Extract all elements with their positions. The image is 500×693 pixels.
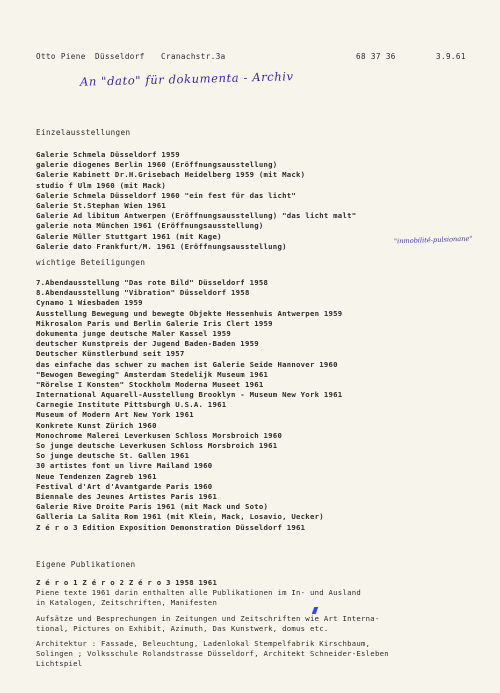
phone-number: 68 37 36 bbox=[356, 52, 396, 61]
list-item: dokumenta junge deutsche Maler Kassel 1959 bbox=[36, 328, 232, 338]
list-item: Deutscher Künstlerbund seit 1957 bbox=[36, 349, 185, 359]
list-item: Carnegie Institute Pittsburgh U.S.A. 1961 bbox=[36, 400, 227, 410]
list-item: das einfache das schwer zu machen ist Galerie Seide Hannover 1960 bbox=[36, 359, 338, 369]
list-item: 7.Abendausstellung "Das rote Bild" Düsseldorf 1958 bbox=[36, 278, 269, 287]
list-item: Z é r o 3 Edition Exposition Demonstration Düsseldorf 1961 bbox=[36, 522, 306, 532]
list-item: deutscher Kunstpreis der Jugend Baden-Baden 1959 bbox=[36, 339, 259, 349]
section-title-einzelausstellungen: Einzelausstellungen bbox=[36, 128, 131, 137]
list-item: "Bewogen Beweging" Amsterdam Stedelijk Museum 1961 bbox=[36, 369, 269, 379]
list-item: Galerie St.Stephan Wien 1961 bbox=[36, 200, 167, 210]
list-item: Solingen ; Volksschule Rolandstrasse Düsseldorf, Architekt Schneider-Esleben bbox=[36, 649, 389, 659]
list-item: International Aquarell-Ausstellung Brooklyn - Museum New York 1961 bbox=[36, 390, 343, 400]
list-item: 30 artistes font un livre Mailand 1960 bbox=[36, 461, 213, 471]
publikationen-list bbox=[36, 578, 496, 670]
list-item: galerie nota München 1961 (Eröffnungsausstellung) bbox=[36, 221, 264, 231]
list-item: Galerie Ad libitum Antwerpen (Eröffnungsausstellung) "das licht malt" bbox=[36, 211, 357, 221]
list-item: Museum of Modern Art New York 1961 bbox=[36, 410, 194, 420]
date: 3.9.61 bbox=[436, 52, 466, 61]
list-item: Lichtspiel bbox=[36, 659, 83, 669]
street-address: Cranachstr.3a bbox=[161, 52, 226, 61]
beteiligungen-list bbox=[36, 278, 496, 533]
author-name: Otto Piene bbox=[36, 52, 86, 61]
section-title-publikationen: Eigene Publikationen bbox=[36, 560, 136, 569]
list-item: Festival d'Art d'Avantgarde Paris 1960 bbox=[36, 481, 213, 491]
list-item: Monochrome Malerei Leverkusen Schloss Morsbroich 1960 bbox=[36, 430, 283, 440]
list-item: Galerie dato Frankfurt/M. 1961 (Eröffnungsausstellung) bbox=[36, 241, 287, 251]
list-item: studio f Ulm 1960 (mit Mack) bbox=[36, 180, 167, 190]
list-item: Mikrosalon Paris und Berlin Galerie Iris Clert 1959 bbox=[36, 318, 273, 328]
list-item: Ausstellung Bewegung und bewegte Objekte Hessenhuis Antwerpen 1959 bbox=[36, 308, 343, 318]
list-item: 8.Abendausstellung "Vibration" Düsseldorf 1958 bbox=[36, 288, 250, 298]
list-item: Galerie Rive Droite Paris 1961 (mit Mack und Soto) bbox=[36, 502, 269, 512]
list-item: Galerie Schmela Düsseldorf 1959 bbox=[36, 150, 180, 159]
city: Düsseldorf bbox=[95, 52, 145, 61]
list-item: galerie diogenes Berlin 1960 (Eröffnungsausstellung) bbox=[36, 160, 278, 170]
list-item: Konkrete Kunst Zürich 1960 bbox=[36, 420, 157, 430]
list-item: Galerie Kabinett Dr.H.Grisebach Heidelberg 1959 (mit Mack) bbox=[36, 170, 306, 180]
list-item: tional, Pictures on Exhibit, Azimuth, Das Kunstwerk, domus etc. bbox=[36, 623, 329, 633]
list-item: Galerie Müller Stuttgart 1961 (mit Kage) bbox=[36, 231, 222, 241]
list-item: Architektur : Fassade, Beleuchtung, Ladenlokal Stempelfabrik Kirschbaum, bbox=[36, 638, 371, 648]
handwritten-annotation: "inmobilité-pulsionane" bbox=[393, 234, 473, 246]
list-item: Cynamo 1 Wiesbaden 1959 bbox=[36, 298, 143, 308]
list-item: So junge deutsche Leverkusen Schloss Morsbroich 1961 bbox=[36, 441, 278, 450]
list-item: Piene texte 1961 darin enthalten alle Publikationen im In- und Ausland bbox=[36, 588, 362, 598]
list-item: "Rörelse I Konsten" Stockholm Moderna Museet 1961 bbox=[36, 379, 264, 389]
list-item: Biennale des Jeunes Artistes Paris 1961 bbox=[36, 491, 218, 501]
list-item: Galerie Schmela Düsseldorf 1960 "ein fest für das licht" bbox=[36, 190, 297, 200]
list-item: So junge deutsche St. Gallen 1961 bbox=[36, 451, 190, 461]
list-item: Neue Tendenzen Zagreb 1961 bbox=[36, 471, 157, 481]
list-item: Galleria La Salita Rom 1961 (mit Klein, Mack, Losavio, Uecker) bbox=[36, 512, 324, 522]
list-item: in Katalogen, Zeitschriften, Manifesten bbox=[36, 598, 218, 608]
list-item: Aufsätze und Besprechungen in Zeitungen und Zeitschriften wie Art Interna- bbox=[36, 613, 380, 623]
list-item: Z é r o 1 Z é r o 2 Z é r o 3 1958 1961 bbox=[36, 578, 218, 587]
section-title-beteiligungen: wichtige Beteiligungen bbox=[36, 258, 146, 267]
handwritten-note: An "dato" für dokumenta - Archiv bbox=[79, 69, 294, 89]
